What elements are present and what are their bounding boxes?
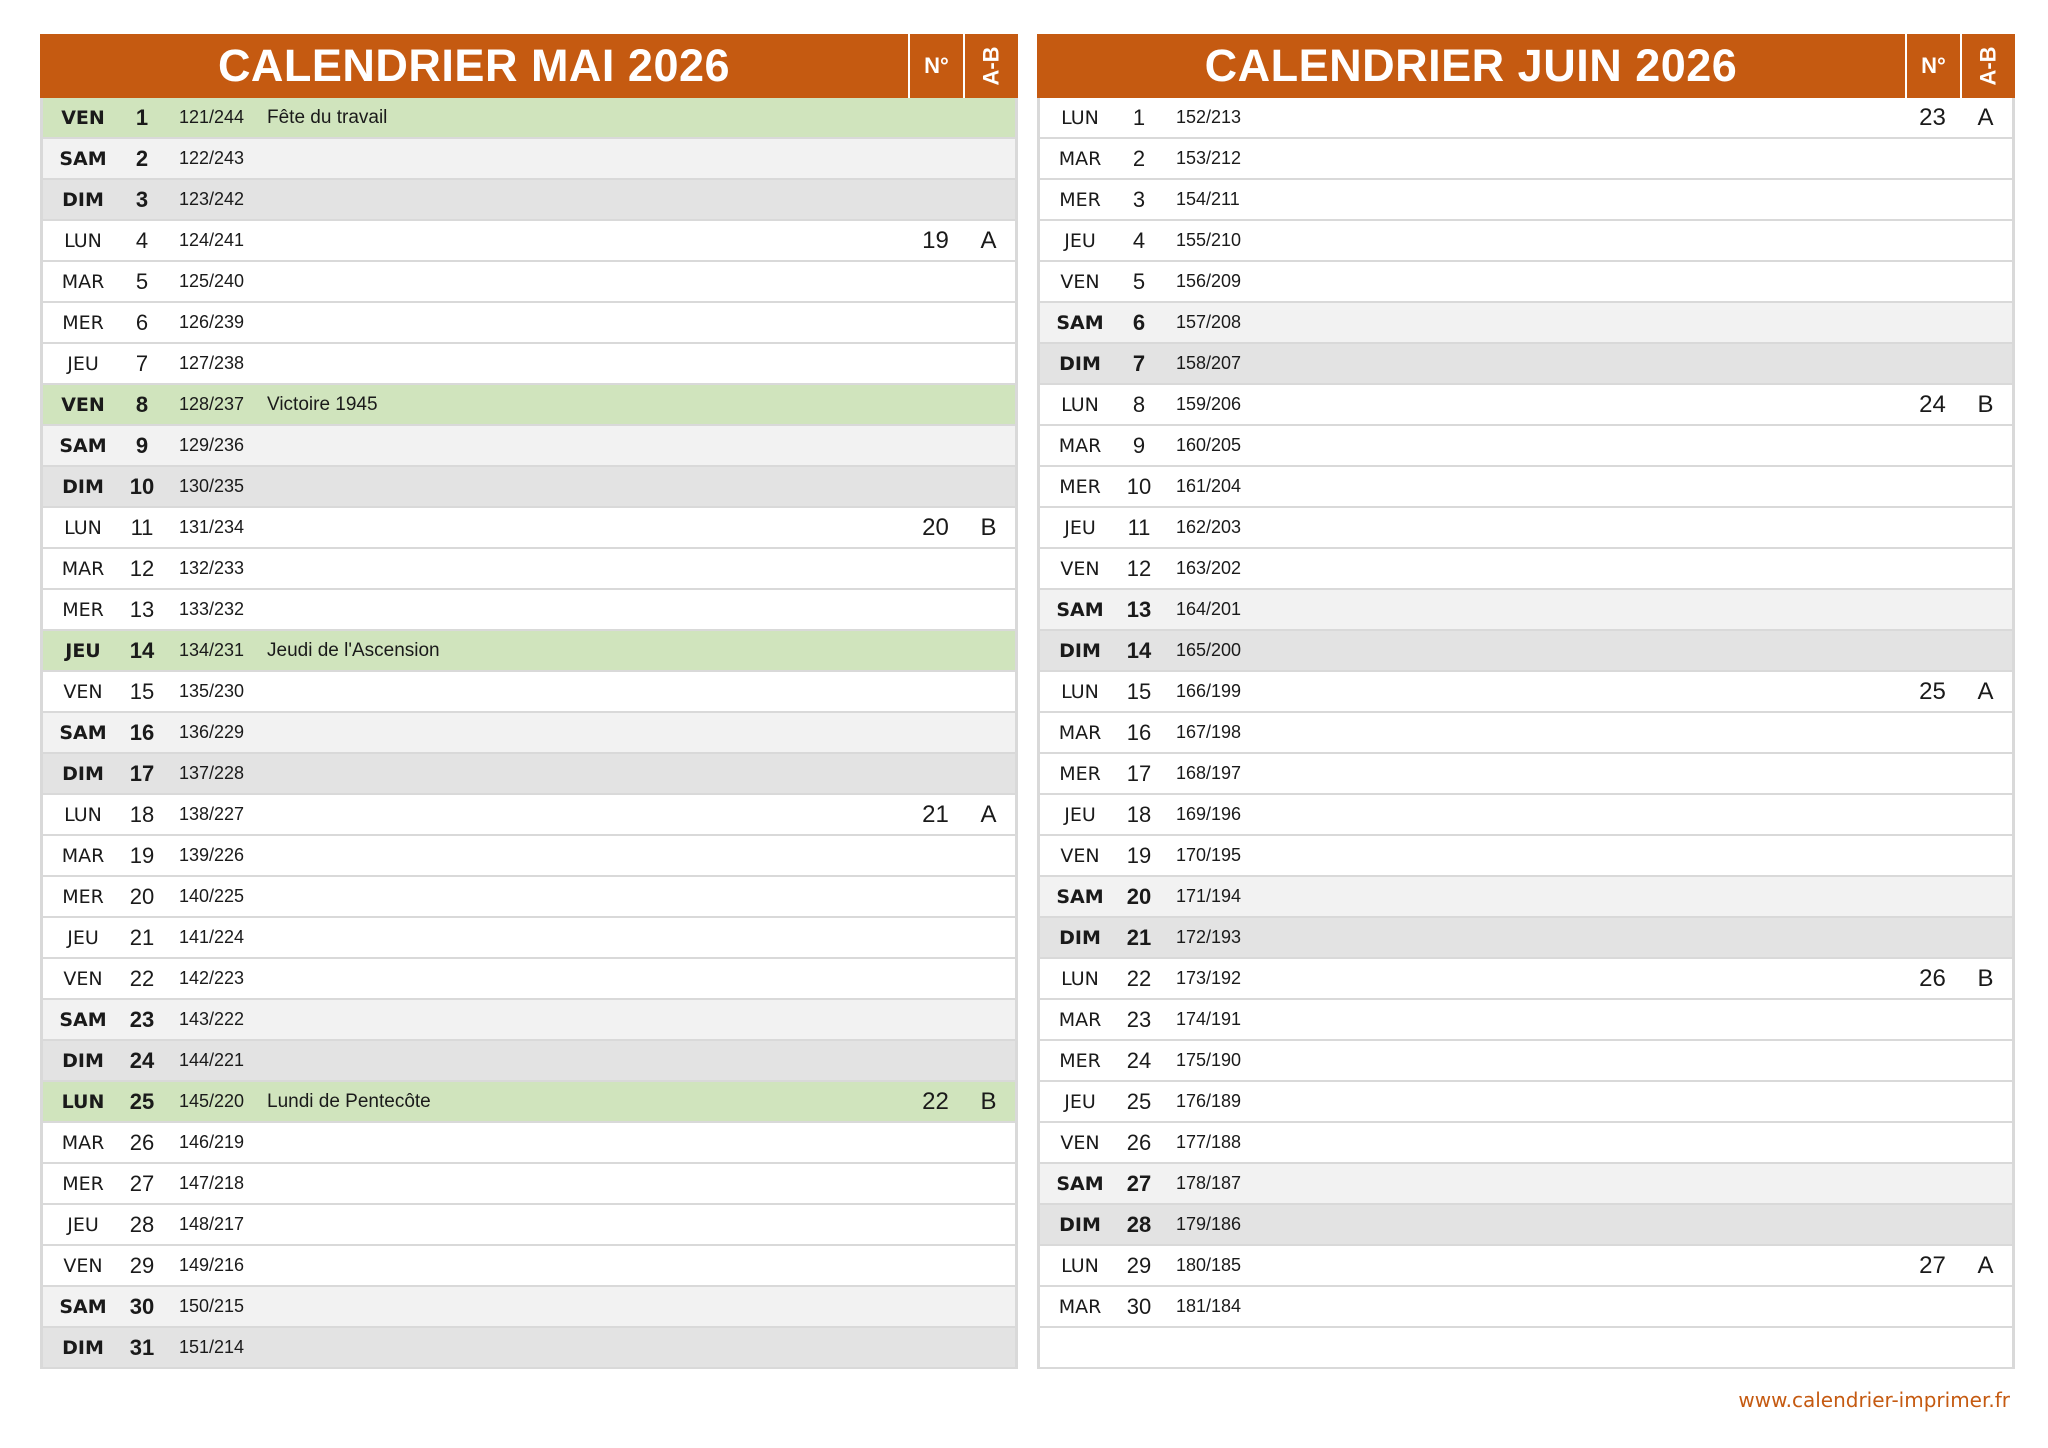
day-of-year: 170/195	[1176, 845, 1242, 865]
week-number: 19	[922, 226, 949, 254]
day-number: 30	[129, 1293, 155, 1319]
day-number: 4	[135, 227, 149, 253]
calendar-day-row	[1040, 426, 2012, 467]
day-number: 5	[1132, 268, 1146, 294]
calendar-day-row	[1040, 1041, 2012, 1082]
day-of-year: 154/211	[1176, 189, 1240, 209]
day-number: 29	[129, 1252, 155, 1278]
weekday-label: LUN	[64, 803, 102, 826]
calendar-day-row	[1040, 590, 2012, 631]
calendar-day-row	[43, 180, 1015, 221]
week-number: 21	[922, 800, 949, 828]
day-of-year: 123/242	[179, 189, 245, 209]
day-of-year: 152/213	[1176, 107, 1242, 127]
calendar-day-row	[1040, 918, 2012, 959]
calendar-day-row	[1040, 672, 2012, 713]
calendar-title: CALENDRIER MAI 2026	[217, 40, 731, 91]
day-of-year: 161/204	[1176, 476, 1242, 496]
calendar-day-row	[1040, 754, 2012, 795]
weekday-label: MAR	[61, 844, 105, 867]
day-of-year: 142/223	[179, 968, 245, 988]
week-number: 25	[1919, 677, 1946, 705]
day-of-year: 146/219	[179, 1132, 245, 1152]
weekday-label: MAR	[1058, 434, 1102, 457]
calendar-day-row	[43, 508, 1015, 549]
day-number: 30	[1126, 1293, 1152, 1319]
calendar-day-row	[43, 467, 1015, 508]
ab-week: A	[1977, 677, 1994, 705]
day-of-year: 179/186	[1176, 1214, 1242, 1234]
week-number: 22	[922, 1087, 949, 1115]
day-number: 16	[129, 719, 155, 745]
week-number: 26	[1919, 964, 1946, 992]
ab-week-header-label: A-B	[978, 46, 1004, 86]
week-number-header: N°	[908, 34, 963, 98]
weekday-label: MER	[1059, 1049, 1101, 1072]
calendar-day-row	[1040, 221, 2012, 262]
calendar-rows	[40, 98, 1018, 1369]
calendar-day-row	[1040, 1246, 2012, 1287]
weekday-label: VEN	[1060, 557, 1100, 580]
day-number: 11	[130, 514, 154, 540]
day-of-year: 150/215	[179, 1296, 245, 1316]
weekday-label: MAR	[61, 557, 105, 580]
calendar-day-row	[43, 303, 1015, 344]
weekday-label: MER	[62, 885, 104, 908]
calendar-day-row	[1040, 180, 2012, 221]
calendar-day-row	[43, 1287, 1015, 1328]
week-number: 23	[1919, 103, 1946, 131]
day-number: 25	[1126, 1088, 1152, 1114]
weekday-label: SAM	[1056, 1172, 1104, 1195]
weekday-label: LUN	[1061, 393, 1099, 416]
calendar-day-row	[1040, 262, 2012, 303]
day-of-year: 157/208	[1176, 312, 1242, 332]
weekday-label: MAR	[61, 1131, 105, 1154]
calendar-day-row	[1040, 631, 2012, 672]
day-of-year: 165/200	[1176, 640, 1242, 660]
day-of-year: 130/235	[179, 476, 245, 496]
weekday-label: LUN	[1061, 967, 1099, 990]
calendar-day-row	[1040, 467, 2012, 508]
weekday-label: MER	[62, 1172, 104, 1195]
weekday-label: MER	[62, 311, 104, 334]
day-of-year: 171/194	[1176, 886, 1242, 906]
event-label: Jeudi de l'Ascension	[267, 639, 440, 661]
weekday-label: VEN	[63, 1254, 103, 1277]
day-number: 3	[135, 186, 149, 212]
day-number: 9	[135, 432, 149, 458]
calendar-day-row	[1040, 1123, 2012, 1164]
weekday-label: SAM	[1056, 311, 1104, 334]
weekday-label: MER	[62, 598, 104, 621]
calendar-day-row	[1040, 959, 2012, 1000]
event-label: Fête du travail	[267, 106, 388, 128]
weekday-label: VEN	[63, 680, 103, 703]
day-of-year: 175/190	[1176, 1050, 1242, 1070]
day-number: 20	[1126, 883, 1152, 909]
calendar-day-row	[43, 1328, 1015, 1369]
weekday-label: VEN	[61, 393, 105, 416]
day-of-year: 153/212	[1176, 148, 1242, 168]
calendar-day-row	[1040, 385, 2012, 426]
day-of-year: 141/224	[179, 927, 245, 947]
day-of-year: 124/241	[179, 230, 245, 250]
week-number: 27	[1919, 1251, 1946, 1279]
day-of-year: 166/199	[1176, 681, 1242, 701]
calendar-day-row	[43, 385, 1015, 426]
day-of-year: 181/184	[1176, 1296, 1242, 1316]
weekday-label: DIM	[1059, 639, 1101, 662]
calendar-may	[40, 34, 1018, 1369]
day-number: 13	[129, 596, 155, 622]
day-number: 12	[1126, 555, 1152, 581]
ab-week-header	[1960, 34, 2015, 98]
weekday-label: DIM	[62, 1336, 104, 1359]
weekday-label: DIM	[62, 1049, 104, 1072]
weekday-label: SAM	[59, 1008, 107, 1031]
calendar-day-row	[43, 221, 1015, 262]
weekday-label: MER	[1059, 762, 1101, 785]
calendar-day-row	[1040, 508, 2012, 549]
weekday-label: LUN	[1061, 680, 1099, 703]
weekday-label: MER	[1059, 188, 1101, 211]
week-number-header: N°	[1905, 34, 1960, 98]
calendar-day-row	[43, 1164, 1015, 1205]
event-label: Victoire 1945	[267, 393, 378, 415]
weekday-label: VEN	[1060, 270, 1100, 293]
calendar-day-row	[1040, 836, 2012, 877]
weekday-label: MAR	[1058, 721, 1102, 744]
ab-week: A	[980, 226, 997, 254]
calendar-header	[40, 34, 1018, 98]
day-number: 3	[1132, 186, 1146, 212]
day-number: 15	[1126, 678, 1152, 704]
day-of-year: 139/226	[179, 845, 245, 865]
day-number: 21	[129, 924, 155, 950]
day-number: 20	[129, 883, 155, 909]
calendar-day-row	[43, 139, 1015, 180]
weekday-label: LUN	[64, 229, 102, 252]
day-of-year: 128/237	[179, 394, 245, 414]
calendar-header	[1037, 34, 2015, 98]
weekday-label: SAM	[1056, 885, 1104, 908]
weekday-label: JEU	[1064, 229, 1096, 252]
day-number: 31	[129, 1334, 155, 1360]
day-number: 18	[1126, 801, 1152, 827]
calendar-day-row	[1040, 303, 2012, 344]
day-number: 22	[129, 965, 155, 991]
weekday-label: DIM	[1059, 926, 1101, 949]
calendar-day-row	[1040, 1328, 2012, 1369]
calendar-day-row	[43, 836, 1015, 877]
weekday-label: DIM	[62, 475, 104, 498]
weekday-label: SAM	[1056, 598, 1104, 621]
day-number: 1	[135, 104, 149, 130]
calendar-day-row	[43, 918, 1015, 959]
day-of-year: 172/193	[1176, 927, 1242, 947]
weekday-label: DIM	[62, 762, 104, 785]
day-of-year: 135/230	[179, 681, 245, 701]
calendar-day-row	[43, 1123, 1015, 1164]
day-number: 5	[135, 268, 149, 294]
day-of-year: 155/210	[1176, 230, 1242, 250]
day-of-year: 180/185	[1176, 1255, 1242, 1275]
day-of-year: 122/243	[179, 148, 245, 168]
calendar-day-row	[1040, 795, 2012, 836]
weekday-label: SAM	[59, 147, 107, 170]
weekday-label: MER	[1059, 475, 1101, 498]
day-number: 12	[129, 555, 155, 581]
day-number: 23	[1126, 1006, 1152, 1032]
ab-week: A	[1977, 1251, 1994, 1279]
day-number: 28	[129, 1211, 155, 1237]
day-number: 2	[135, 145, 149, 171]
day-of-year: 174/191	[1176, 1009, 1242, 1029]
day-number: 4	[1132, 227, 1146, 253]
day-number: 21	[1126, 924, 1152, 950]
day-number: 26	[129, 1129, 155, 1155]
weekday-label: LUN	[1061, 1254, 1099, 1277]
day-of-year: 167/198	[1176, 722, 1242, 742]
calendar-rows	[1037, 98, 2015, 1369]
weekday-label: JEU	[1064, 803, 1096, 826]
weekday-label: MAR	[61, 270, 105, 293]
weekday-label: MAR	[1058, 147, 1102, 170]
day-number: 10	[1126, 473, 1152, 499]
day-of-year: 125/240	[179, 271, 245, 291]
day-number: 27	[1126, 1170, 1152, 1196]
day-of-year: 164/201	[1176, 599, 1242, 619]
day-number: 24	[1126, 1047, 1152, 1073]
weekday-label: MAR	[1058, 1295, 1102, 1318]
calendar-day-row	[1040, 98, 2012, 139]
day-number: 16	[1126, 719, 1152, 745]
day-of-year: 173/192	[1176, 968, 1242, 988]
calendar-day-row	[43, 959, 1015, 1000]
day-number: 19	[1126, 842, 1152, 868]
day-number: 28	[1126, 1211, 1152, 1237]
day-of-year: 132/233	[179, 558, 245, 578]
calendar-day-row	[43, 344, 1015, 385]
weekday-label: VEN	[61, 106, 105, 129]
day-of-year: 178/187	[1176, 1173, 1242, 1193]
calendar-day-row	[43, 549, 1015, 590]
week-number: 20	[922, 513, 949, 541]
day-number: 2	[1132, 145, 1146, 171]
calendar-day-row	[43, 1041, 1015, 1082]
day-number: 26	[1126, 1129, 1152, 1155]
weekday-label: VEN	[1060, 1131, 1100, 1154]
day-of-year: 121/244	[179, 107, 245, 127]
weekday-label: DIM	[1059, 1213, 1101, 1236]
day-number: 17	[1126, 760, 1152, 786]
calendar-day-row	[1040, 1287, 2012, 1328]
day-of-year: 158/207	[1176, 353, 1242, 373]
day-of-year: 134/231	[179, 640, 245, 660]
calendar-day-row	[43, 262, 1015, 303]
calendar-day-row	[43, 754, 1015, 795]
weekday-label: JEU	[67, 1213, 99, 1236]
weekday-label: VEN	[63, 967, 103, 990]
day-number: 7	[135, 350, 149, 376]
day-of-year: 149/216	[179, 1255, 245, 1275]
day-of-year: 137/228	[179, 763, 245, 783]
day-of-year: 147/218	[179, 1173, 245, 1193]
weekday-label: JEU	[65, 639, 101, 662]
weekday-label: MAR	[1058, 1008, 1102, 1031]
weekday-label: JEU	[1064, 516, 1096, 539]
calendar-day-row	[1040, 1164, 2012, 1205]
weekday-label: SAM	[59, 1295, 107, 1318]
weekday-label: LUN	[1061, 106, 1099, 129]
day-number: 13	[1126, 596, 1152, 622]
day-number: 19	[129, 842, 155, 868]
day-of-year: 129/236	[179, 435, 245, 455]
calendar-day-row	[1040, 1205, 2012, 1246]
day-of-year: 169/196	[1176, 804, 1242, 824]
day-of-year: 162/203	[1176, 517, 1242, 537]
day-number: 8	[1132, 391, 1146, 417]
weekday-label: SAM	[59, 434, 107, 457]
day-of-year: 133/232	[179, 599, 245, 619]
day-number: 25	[129, 1088, 155, 1114]
weekday-label: DIM	[62, 188, 104, 211]
ab-week: B	[1977, 964, 1994, 992]
calendar-day-row	[43, 1246, 1015, 1287]
day-of-year: 176/189	[1176, 1091, 1242, 1111]
day-number: 23	[129, 1006, 155, 1032]
calendar-day-row	[43, 426, 1015, 467]
day-of-year: 145/220	[179, 1091, 245, 1111]
ab-week-header	[963, 34, 1018, 98]
weekday-label: VEN	[1060, 844, 1100, 867]
calendar-day-row	[1040, 139, 2012, 180]
calendar-day-row	[43, 713, 1015, 754]
weekday-label: LUN	[61, 1090, 105, 1113]
day-of-year: 138/227	[179, 804, 245, 824]
day-of-year: 143/222	[179, 1009, 245, 1029]
calendar-day-row	[43, 590, 1015, 631]
calendar-day-row	[43, 631, 1015, 672]
ab-week: A	[980, 800, 997, 828]
day-of-year: 148/217	[179, 1214, 245, 1234]
calendar-day-row	[1040, 344, 2012, 385]
day-number: 17	[129, 760, 155, 786]
calendar-day-row	[1040, 877, 2012, 918]
calendar-day-row	[43, 1082, 1015, 1123]
day-of-year: 160/205	[1176, 435, 1242, 455]
day-of-year: 156/209	[1176, 271, 1242, 291]
weekday-label: LUN	[64, 516, 102, 539]
day-number: 6	[1132, 309, 1146, 335]
day-of-year: 126/239	[179, 312, 245, 332]
day-number: 18	[129, 801, 155, 827]
ab-week: B	[1977, 390, 1994, 418]
day-number: 8	[135, 391, 149, 417]
weekday-label: JEU	[67, 352, 99, 375]
day-number: 15	[129, 678, 155, 704]
weekday-label: JEU	[67, 926, 99, 949]
calendar-day-row	[43, 1000, 1015, 1041]
day-number: 7	[1132, 350, 1146, 376]
ab-week: A	[1977, 103, 1994, 131]
day-number: 1	[1132, 104, 1146, 130]
ab-week-header-label: A-B	[1975, 46, 2001, 86]
day-of-year: 163/202	[1176, 558, 1242, 578]
calendar-day-row	[1040, 549, 2012, 590]
day-number: 14	[129, 637, 155, 663]
day-number: 9	[1132, 432, 1146, 458]
day-of-year: 168/197	[1176, 763, 1242, 783]
website-link[interactable]: www.calendrier-imprimer.fr	[1738, 1388, 2010, 1412]
day-number: 22	[1126, 965, 1152, 991]
day-of-year: 151/214	[179, 1337, 245, 1357]
weekday-label: JEU	[1064, 1090, 1096, 1113]
calendar-day-row	[1040, 713, 2012, 754]
calendar-june	[1037, 34, 2015, 1369]
day-number: 10	[129, 473, 155, 499]
calendar-day-row	[43, 672, 1015, 713]
weekday-label: DIM	[1059, 352, 1101, 375]
calendar-day-row	[43, 877, 1015, 918]
day-of-year: 159/206	[1176, 394, 1242, 414]
day-of-year: 144/221	[179, 1050, 245, 1070]
day-number: 6	[135, 309, 149, 335]
weekday-label: SAM	[59, 721, 107, 744]
day-of-year: 140/225	[179, 886, 245, 906]
ab-week: B	[980, 1087, 997, 1115]
day-number: 14	[1126, 637, 1152, 663]
calendar-day-row	[43, 98, 1015, 139]
day-number: 24	[129, 1047, 155, 1073]
calendar-day-row	[1040, 1000, 2012, 1041]
calendar-title: CALENDRIER JUIN 2026	[1204, 40, 1738, 91]
day-number: 29	[1126, 1252, 1152, 1278]
calendar-day-row	[43, 795, 1015, 836]
calendar-day-row	[1040, 1082, 2012, 1123]
day-number: 11	[1127, 514, 1151, 540]
day-of-year: 177/188	[1176, 1132, 1242, 1152]
day-of-year: 136/229	[179, 722, 245, 742]
week-number: 24	[1919, 390, 1946, 418]
day-of-year: 131/234	[179, 517, 245, 537]
event-label: Lundi de Pentecôte	[267, 1090, 431, 1112]
day-number: 27	[129, 1170, 155, 1196]
day-of-year: 127/238	[179, 353, 245, 373]
ab-week: B	[980, 513, 997, 541]
calendar-day-row	[43, 1205, 1015, 1246]
